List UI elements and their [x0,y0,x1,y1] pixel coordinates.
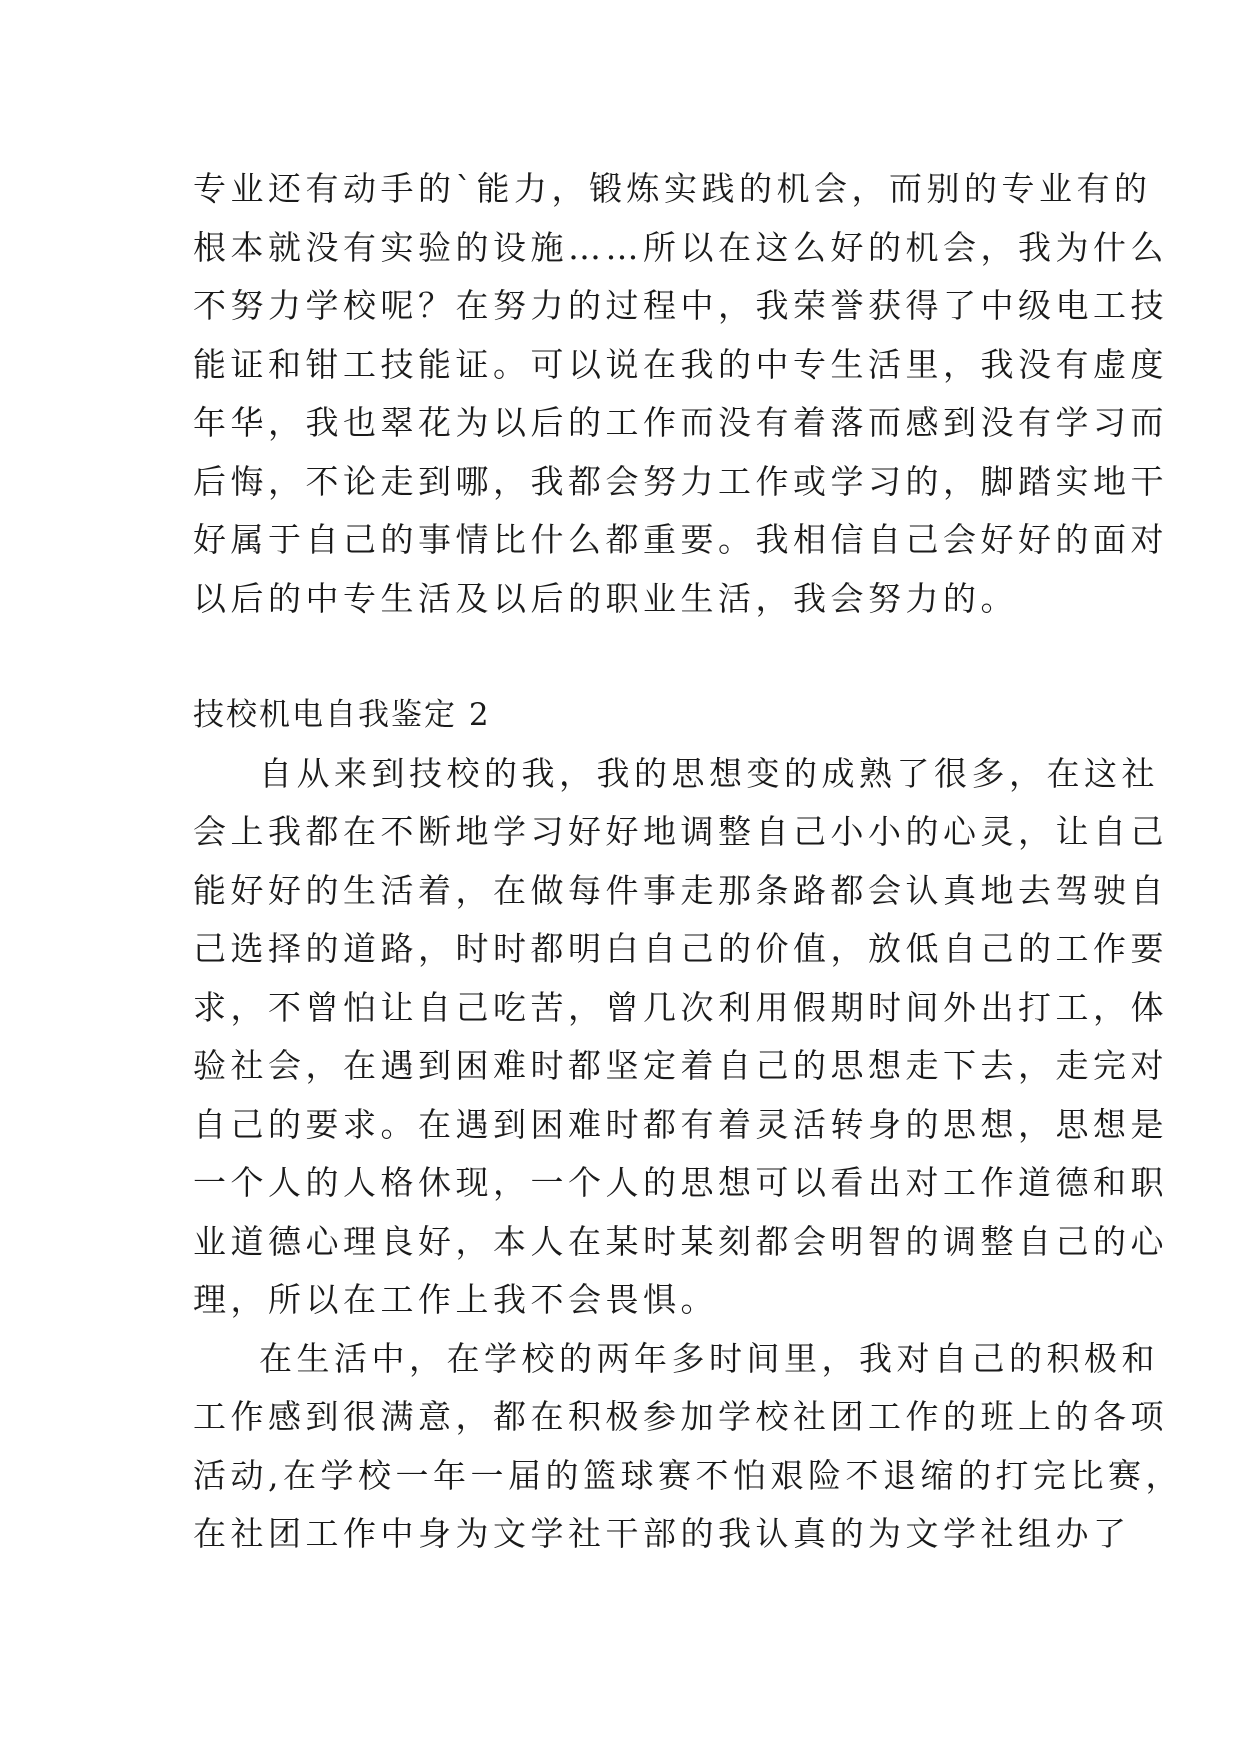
text-line: 不努力学校呢？在努力的过程中，我荣誉获得了中级电工技 [193,286,1168,325]
document-body [193,160,1183,1564]
text-line: 根本就没有实验的设施……所以在这么好的机会，我为什么 [193,227,1168,267]
text-line: 能好好的生活着，在做每件事走那条路都会认真地去驾驶自 [193,870,1168,910]
text-line: 在生活中，在学校的两年多时间里，我对自己的积极和 [259,1338,1159,1378]
section-heading: 技校机电自我鉴定 2 [193,697,491,733]
section-gap [193,628,1053,686]
text-line: 验社会，在遇到困难时都坚定着自己的思想走下去，走完对 [193,1046,1168,1085]
text-line: 能证和钳工技能证。可以说在我的中专生活里，我没有虚度 [193,344,1168,384]
text-line: 会上我都在不断地学习好好地调整自己小小的心灵，让自己 [193,812,1168,851]
text-line: 理，所以在工作上我不会畏惧。 [193,1280,718,1319]
text-line: 好属于自己的事情比什么都重要。我相信自己会好好的面对 [193,520,1168,559]
text-line: 年华，我也翠花为以后的工作而没有着落而感到没有学习而 [193,403,1168,442]
text-line: 求，不曾怕让自己吃苦，曾几次利用假期时间外出打工，体 [193,987,1168,1027]
text-line: 后悔，不论走到哪，我都会努力工作或学习的，脚踏实地干 [193,461,1168,501]
text-line: 工作感到很满意，都在积极参加学校社团工作的班上的各项 [193,1397,1168,1436]
text-line: 己选择的道路，时时都明白自己的价值，放低自己的工作要 [193,929,1168,968]
paragraph-2 [193,745,1168,1330]
text-line: 在社团工作中身为文学社干部的我认真的为文学社组办了 [193,1514,1131,1553]
text-line: 自己的要求。在遇到困难时都有着灵活转身的思想，思想是 [193,1104,1168,1144]
paragraph-1 [193,160,1168,628]
text-line: 业道德心理良好，本人在某时某刻都会明智的调整自己的心 [193,1221,1168,1261]
text-line: 活动,在学校一年一届的篮球赛不怕艰险不退缩的打完比赛， [193,1455,1183,1495]
text-line: 专业还有动手的`能力，锻炼实践的机会，而别的专业有的 [193,169,1152,208]
text-line: 自从来到技校的我，我的思想变的成熟了很多，在这社 [259,753,1159,793]
text-line: 以后的中专生活及以后的职业生活，我会努力的。 [193,578,1018,618]
text-line: 一个人的人格休现，一个人的思想可以看出对工作道德和职 [193,1163,1168,1202]
paragraph-3 [193,1330,1183,1564]
